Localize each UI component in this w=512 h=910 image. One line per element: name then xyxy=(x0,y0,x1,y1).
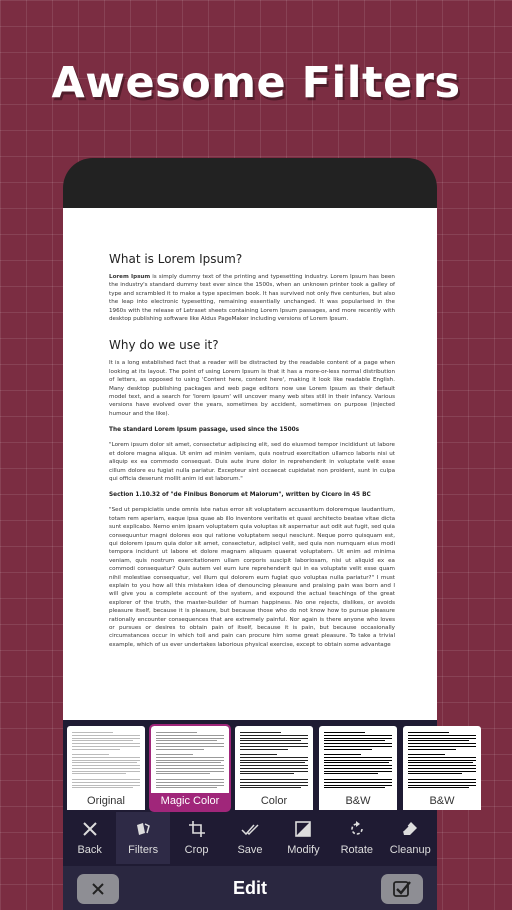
thumb-text-line xyxy=(72,749,120,750)
thumb-text-line xyxy=(240,771,308,772)
tool-label: Rotate xyxy=(340,844,374,856)
thumb-text-line xyxy=(408,787,469,788)
confirm-button[interactable] xyxy=(381,874,423,904)
thumb-text-line xyxy=(240,782,308,783)
thumb-text-line xyxy=(240,757,308,758)
doc-paragraph-3: "Lorem ipsum dolor sit amet, consectetur adipiscing elit, sed do eiusmod tempor incididunt ut labore et dolore magna aliqua. Ut enim ad minim veniam, quis nostrud exercitation ullamco laboris nisi ut aliquip ex ea commodo consequat. Duis aute irure dolor in reprehenderit in voluptate velit esse cillum dolore eu fugiat nulla pariatur. Excepteur sint occaecat cupidatat non proident, sunt in culpa qui officia deserunt mollit anim id est laborum." xyxy=(109,442,395,482)
thumb-text-line xyxy=(240,749,288,750)
thumb-text-line xyxy=(408,746,476,747)
thumb-text-line xyxy=(324,773,378,774)
thumb-text-line xyxy=(324,760,392,761)
thumb-text-line xyxy=(240,773,294,774)
modify-icon xyxy=(294,820,312,838)
thumb-text-line xyxy=(156,746,224,747)
thumb-text-line xyxy=(72,785,140,786)
tool-label: Modify xyxy=(287,844,320,856)
thumb-text-line xyxy=(324,765,392,766)
thumb-text-line xyxy=(72,773,126,774)
thumb-text-line xyxy=(156,768,224,769)
thumb-text-line xyxy=(72,735,140,736)
rotate-icon xyxy=(348,820,366,838)
thumb-text-line xyxy=(72,740,133,741)
thumb-text-line xyxy=(408,773,462,774)
edit-bar xyxy=(63,866,437,910)
thumb-text-line xyxy=(72,771,140,772)
thumb-text-line xyxy=(408,768,476,769)
thumb-text-line xyxy=(72,757,140,758)
thumb-text-line xyxy=(72,762,137,763)
thumb-text-line xyxy=(156,771,224,772)
check-icon xyxy=(392,879,412,899)
filter-label: Magic Color xyxy=(151,793,229,810)
document-preview xyxy=(63,208,437,728)
thumb-text-line xyxy=(324,787,385,788)
thumb-text-line xyxy=(240,785,308,786)
thumb-lines xyxy=(324,732,392,788)
thumb-text-line xyxy=(408,735,476,736)
thumb-text-line xyxy=(408,749,456,750)
thumb-text-line xyxy=(408,754,445,755)
filters-button[interactable] xyxy=(116,812,169,864)
thumb-text-line xyxy=(240,779,308,780)
filter-magic-color[interactable] xyxy=(151,726,229,810)
thumb-lines xyxy=(240,732,308,788)
save-icon xyxy=(241,820,259,838)
filter-bw-2[interactable] xyxy=(403,726,481,810)
doc-paragraph-1-text: is simply dummy text of the printing and typesetting industry. Lorem Ipsum has been the industry's standard dummy text ever since the 1500s, when an unknown printer took a galley of type and scrambled it to make a type specimen book. It has survived not only five centuries, but also the leap into electronic typesetting, remaining essentially unchanged. It was popularised in the 1960s with the release of Letraset sheets containing Lorem Ipsum passages, and more recently with desktop publishing software like Aldus PageMaker including versions of Lorem Ipsum. xyxy=(109,274,395,323)
save-button[interactable] xyxy=(223,812,276,864)
thumb-text-line xyxy=(408,757,476,758)
tool-label: Crop xyxy=(184,844,209,856)
thumb-text-line xyxy=(408,743,476,744)
thumb-text-line xyxy=(156,760,224,761)
thumb-text-line xyxy=(324,768,392,769)
thumb-text-line xyxy=(240,732,281,733)
filter-label: Color xyxy=(235,793,313,810)
tool-label: Back xyxy=(77,844,102,856)
thumb-text-line xyxy=(156,754,193,755)
thumb-text-line xyxy=(324,757,392,758)
thumb-text-line xyxy=(72,765,140,766)
thumb-text-line xyxy=(240,735,308,736)
thumb-text-line xyxy=(72,738,140,739)
thumb-lines xyxy=(156,732,224,788)
filter-label: B&W xyxy=(319,793,397,810)
thumb-text-line xyxy=(156,765,224,766)
thumb-text-line xyxy=(156,735,224,736)
thumb-text-line xyxy=(156,749,204,750)
filter-original[interactable] xyxy=(67,726,145,810)
edit-title: Edit xyxy=(233,878,267,898)
thumb-text-line xyxy=(324,754,361,755)
thumb-text-line xyxy=(240,787,301,788)
thumb-text-line xyxy=(240,743,308,744)
thumb-text-line xyxy=(408,740,469,741)
thumb-lines xyxy=(408,732,476,788)
thumb-text-line xyxy=(324,743,392,744)
thumb-text-line xyxy=(324,749,372,750)
thumb-text-line xyxy=(156,738,224,739)
thumb-text-line xyxy=(240,738,308,739)
thumb-text-line xyxy=(408,782,476,783)
thumb-text-line xyxy=(156,773,210,774)
thumb-text-line xyxy=(408,738,476,739)
filter-label: Original xyxy=(67,793,145,810)
thumb-text-line xyxy=(408,779,476,780)
doc-paragraph-1 xyxy=(109,273,395,323)
thumb-text-line xyxy=(324,738,392,739)
thumb-text-line xyxy=(408,760,476,761)
thumb-text-line xyxy=(408,732,449,733)
filter-color[interactable] xyxy=(235,726,313,810)
editor-panel xyxy=(63,720,455,910)
tool-label: Cleanup xyxy=(389,844,431,856)
doc-bold-term: Lorem Ipsum xyxy=(109,274,151,280)
doc-paragraph-2: It is a long established fact that a reader will be distracted by the readable content of a page when looking at its layout. The point of using Lorem Ipsum is that it has a more-or-less normal distribution of letters, as opposed to using 'Content here, content here', making it look like readable English. Many desktop publishing packages and web page editors now use Lorem Ipsum as their default model text, and a search for 'lorem ipsum' will uncover many web sites still in their infancy. Various versions have evolved over the years, sometimes by accident, sometimes on purpose (injected humour and the like). xyxy=(109,360,395,417)
thumb-text-line xyxy=(240,740,301,741)
thumb-text-line xyxy=(240,746,308,747)
thumb-text-line xyxy=(408,771,476,772)
thumb-text-line xyxy=(156,757,224,758)
thumb-text-line xyxy=(324,779,392,780)
thumb-text-line xyxy=(324,735,392,736)
back-button[interactable] xyxy=(63,812,116,864)
tool-label: Save xyxy=(237,844,263,856)
toolbar xyxy=(63,812,437,864)
doc-heading-2: Why do we use it? xyxy=(109,338,219,353)
thumb-text-line xyxy=(324,746,392,747)
filter-thumbnails xyxy=(67,726,481,810)
thumb-text-line xyxy=(240,760,308,761)
thumb-text-line xyxy=(156,787,217,788)
thumb-text-line xyxy=(72,760,140,761)
doc-paragraph-4: "Sed ut perspiciatis unde omnis iste natus error sit voluptatem accusantium doloremque laudantium, totam rem aperiam, eaque ipsa quae ab illo inventore veritatis et quasi architecto beatae vitae dicta sunt explicabo. Nemo enim ipsam voluptatem quia voluptas sit aspernatur aut odit aut fugit, sed quia consequuntur magni dolores eos qui ratione voluptatem sequi nesciunt. Neque porro quisquam est, qui dolorem ipsum quia dolor sit amet, consectetur, adipisci velit, sed quia non numquam eius modi tempora incidunt ut labore et dolore magnam aliquam quaerat voluptatem. Ut enim ad minima veniam, quis nostrum exercitationem ullam corporis suscipit laboriosam, nisi ut aliquid ex ea commodi consequatur? Quis autem vel eum iure reprehenderit qui in ea voluptate velit esse quam nihil molestiae consequatur, vel illum qui dolorem eum fugiat quo voluptas nulla pariatur?" I must explain to you how all this mistaken idea of denouncing pleasure and praising pain was born and I will give you a complete account of the system, and expound the actual teachings of the great explorer of the truth, the master-builder of human happiness. No one rejects, dislikes, or avoids pleasure itself, because it is pleasure, but because those who do not know how to pursue pleasure rationally encounter consequences that are extremely painful. Nor again is there anyone who loves or pursues or desires to obtain pain of itself, because it is pain, but because occasionally circumstances occur in which toil and pain can procure him some great pleasure. To take a trivial example, which of us ever undertakes laborious physical exercise, except to obtain some advantage xyxy=(109,507,395,648)
filters-icon xyxy=(134,820,152,838)
thumb-text-line xyxy=(72,768,140,769)
thumb-text-line xyxy=(156,779,224,780)
rotate-button[interactable] xyxy=(330,812,383,864)
thumb-text-line xyxy=(240,768,308,769)
thumb-text-line xyxy=(324,782,392,783)
filter-label: B&W xyxy=(403,793,481,810)
close-icon xyxy=(81,820,99,838)
tool-label: Filters xyxy=(128,844,159,856)
eraser-icon xyxy=(401,820,419,838)
thumb-text-line xyxy=(72,754,109,755)
thumb-text-line xyxy=(72,787,133,788)
doc-subheading-2: Section 1.10.32 of "de Finibus Bonorum et Malorum", written by Cicero in 45 BC xyxy=(109,492,371,499)
thumb-text-line xyxy=(324,762,389,763)
thumb-text-line xyxy=(156,740,217,741)
thumb-text-line xyxy=(72,746,140,747)
headline: Awesome Filters xyxy=(51,58,461,108)
filter-bw[interactable] xyxy=(319,726,397,810)
thumb-text-line xyxy=(408,765,476,766)
doc-subheading-1: The standard Lorem Ipsum passage, used since the 1500s xyxy=(109,427,300,434)
thumb-text-line xyxy=(156,782,224,783)
modify-button[interactable] xyxy=(277,812,330,864)
thumb-text-line xyxy=(72,782,140,783)
crop-icon xyxy=(188,820,206,838)
thumb-text-line xyxy=(408,785,476,786)
crop-button[interactable] xyxy=(170,812,223,864)
thumb-text-line xyxy=(324,740,385,741)
doc-heading-1: What is Lorem Ipsum? xyxy=(109,252,243,266)
thumb-text-line xyxy=(324,732,365,733)
thumb-lines xyxy=(72,732,140,788)
thumb-text-line xyxy=(240,765,308,766)
thumb-text-line xyxy=(324,785,392,786)
thumb-text-line xyxy=(408,762,473,763)
phone-frame xyxy=(63,158,455,910)
thumb-text-line xyxy=(240,762,305,763)
thumb-text-line xyxy=(324,771,392,772)
thumb-text-line xyxy=(72,732,113,733)
thumb-text-line xyxy=(156,785,224,786)
thumb-text-line xyxy=(156,732,197,733)
thumb-text-line xyxy=(156,743,224,744)
thumb-text-line xyxy=(240,754,277,755)
thumb-text-line xyxy=(156,762,221,763)
cleanup-button[interactable] xyxy=(384,812,437,864)
thumb-text-line xyxy=(72,779,140,780)
thumb-text-line xyxy=(72,743,140,744)
